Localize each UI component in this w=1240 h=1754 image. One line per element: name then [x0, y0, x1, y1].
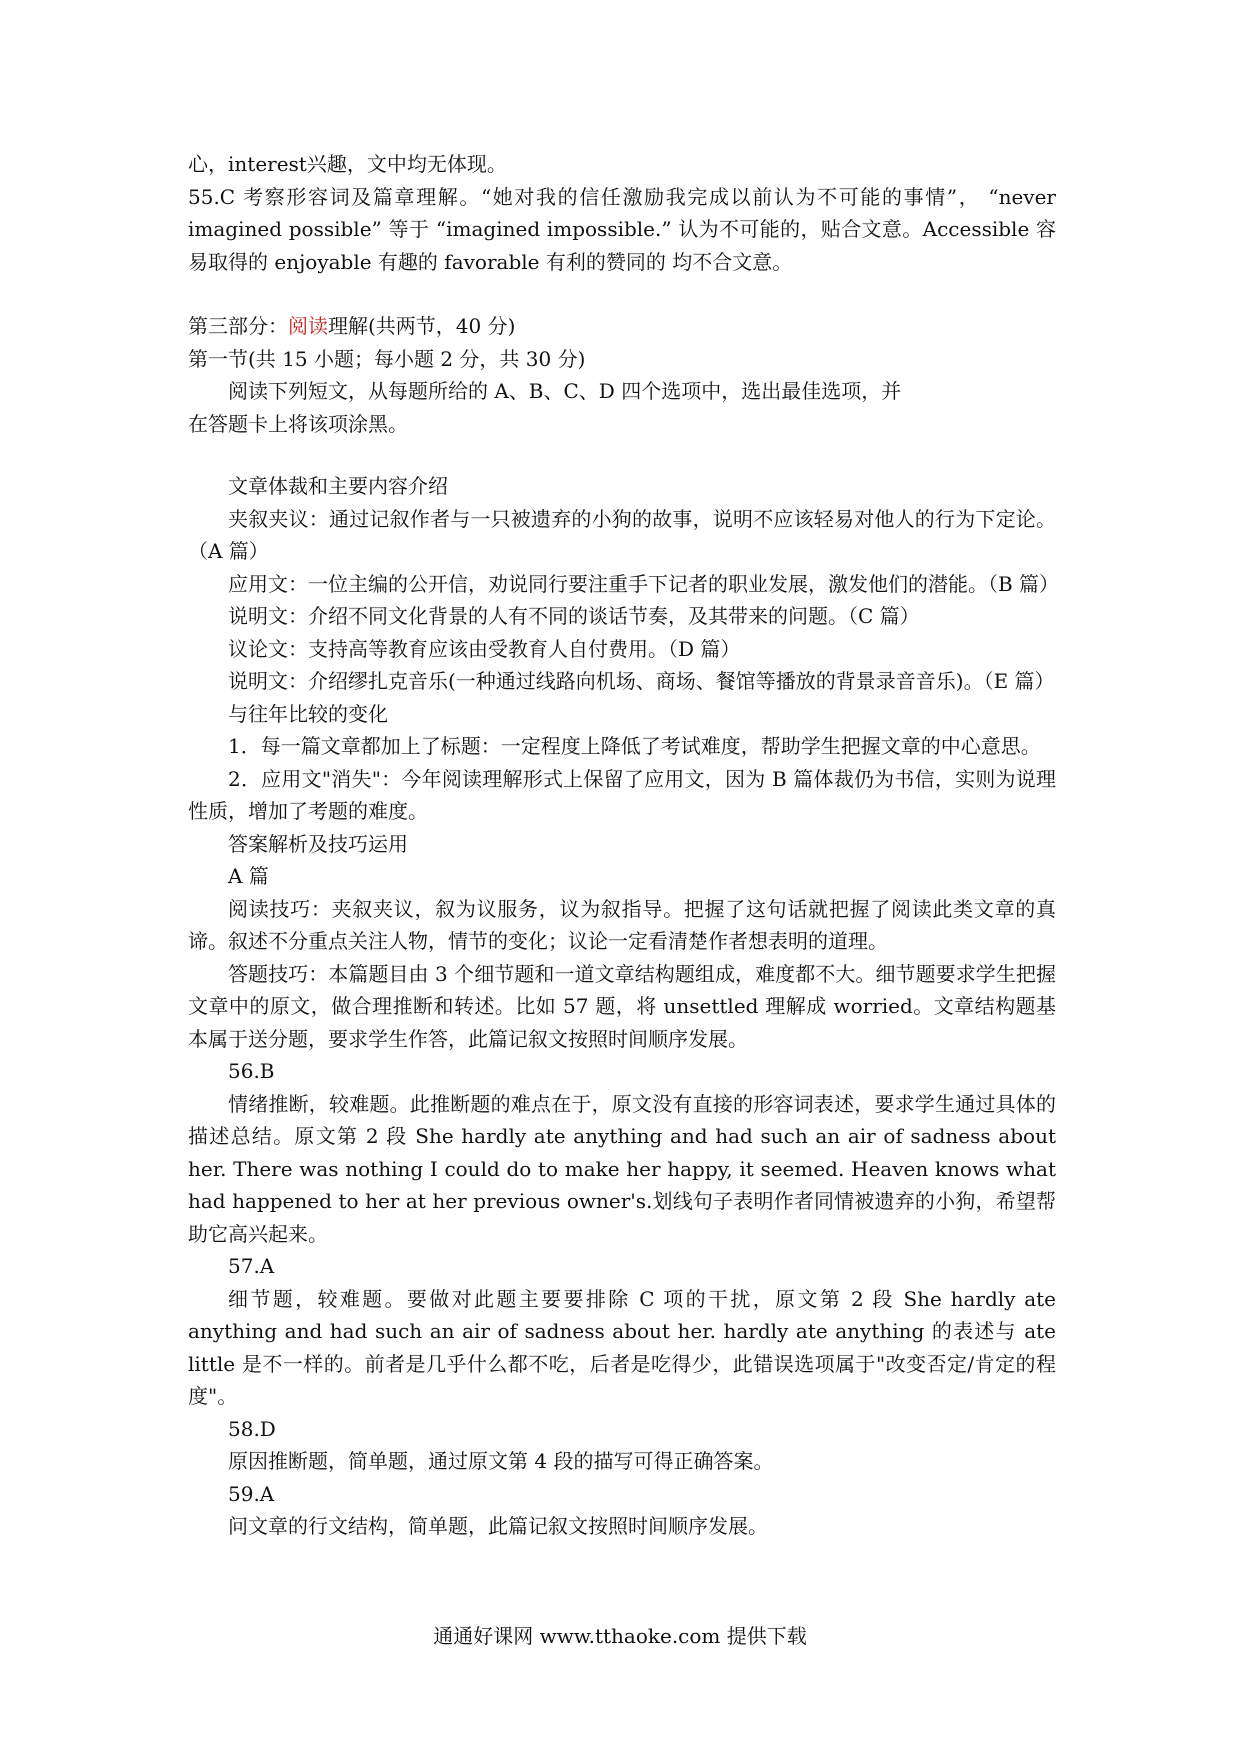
passage-a-label: A 篇: [228, 864, 269, 888]
answer-58-text: 原因推断题，简单题，通过原文第 4 段的描写可得正确答案。: [228, 1449, 774, 1473]
spacer: [188, 278, 1056, 310]
answer-58-label: 58.D: [228, 1416, 276, 1441]
intro-passage-e: 说明文：介绍缪扎克音乐(一种通过线路向机场、商场、餐馆等播放的背景录音音乐)。（E 篇）: [228, 669, 1055, 693]
answer-59-label: 59.A: [228, 1481, 275, 1506]
answer-59-text: 问文章的行文结构，简单题，此篇记叙文按照时间顺序发展。: [228, 1514, 768, 1538]
changes-item-2: 2．应用文"消失"：今年阅读理解形式上保留了应用文，因为 B 篇体裁仍为书信，实则为说理性质，增加了考题的难度。: [188, 766, 1056, 823]
answer-57-label: 57.A: [228, 1254, 275, 1278]
answer-tip: 答题技巧：本篇题目由 3 个细节题和一道文章结构题组成，难度都不大。细节题要求学生把握文章中的原文，做合理推断和转述。比如 57 题，将 unsettled 理解成 worried。文章结构题基本属于送分题，要求学生作答，此篇记叙文按照时间顺序发展。: [188, 961, 1056, 1051]
answer-55: 55.C 考察形容词及篇章理解。“她对我的信任激励我完成以前认为不可能的事情”， “never imagined possible” 等于 “imagined impossible.” 认为不可能的，贴合文意。Accessible 容易取得的 enjoyable 有趣的 favorable 有利的赞同的 均不合文意。: [188, 184, 1056, 274]
intro-passage-a: 夹叙夹议：通过记叙作者与一只被遗弃的小狗的故事，说明不应该轻易对他人的行为下定论。（A 篇）: [188, 506, 1056, 563]
instruction-line-2: 在答题卡上将该项涂黑。: [188, 411, 408, 436]
changes-title: 与往年比较的变化: [228, 701, 388, 726]
page-footer: 通通好课网 www.tthaoke.com 提供下载: [433, 1624, 807, 1648]
spacer: [188, 440, 1056, 470]
intro-title: 文章体裁和主要内容介绍: [228, 474, 448, 498]
answer-56-label: 56.B: [228, 1059, 275, 1083]
part3-heading-suffix: 理解(共两节，40 分): [328, 314, 516, 338]
answer-56-text: 情绪推断，较难题。此推断题的难点在于，原文没有直接的形容词表述，要求学生通过具体的描述总结。原文第 2 段 She hardly ate anything and had such an air of sadness about her. There was nothing I could do to make her happy, it seemed. Heaven knows what had happened to her at her previous owner's.划线句子表明作者同情被遗弃的小狗，希望帮助它高兴起来。: [188, 1091, 1056, 1246]
part3-heading-prefix: 第三部分：: [188, 314, 288, 338]
changes-item-1: 1．每一篇文章都加上了标题：一定程度上降低了考试难度，帮助学生把握文章的中心意思。: [228, 734, 1041, 758]
intro-passage-b: 应用文：一位主编的公开信，劝说同行要注重手下记者的职业发展，激发他们的潜能。（B 篇）: [228, 571, 1060, 596]
reading-tip: 阅读技巧：夹叙夹议，叙为议服务，议为叙指导。把握了这句话就把握了阅读此类文章的真谛。叙述不分重点关注人物，情节的变化；议论一定看清楚作者想表明的道理。: [188, 896, 1056, 953]
section1-heading: 第一节(共 15 小题；每小题 2 分，共 30 分): [188, 346, 586, 371]
page-content: [188, 148, 1060, 1543]
part3-heading: [188, 310, 1056, 343]
answer-57-text: 细节题，较难题。要做对此题主要要排除 C 项的干扰，原文第 2 段 She hardly ate anything and had such an air of sadness about her. hardly ate anything 的表述与 ate little 是不一样的。前者是几乎什么都不吃，后者是吃得少，此错误选项属于"改变否定/肯定的程度"。: [188, 1286, 1056, 1408]
part3-heading-highlight: 阅读: [288, 314, 328, 338]
intro-passage-c: 说明文：介绍不同文化背景的人有不同的谈话节奏，及其带来的问题。（C 篇）: [228, 604, 920, 628]
intro-passage-d: 议论文：支持高等教育应该由受教育人自付费用。（D 篇）: [228, 636, 741, 661]
instruction-line-1: 阅读下列短文，从每题所给的 A、B、C、D 四个选项中，选出最佳选项，并: [228, 379, 902, 403]
analysis-title: 答案解析及技巧运用: [228, 831, 408, 856]
prev-answer-continuation: 心，interest兴趣，文中均无体现。: [188, 152, 507, 176]
